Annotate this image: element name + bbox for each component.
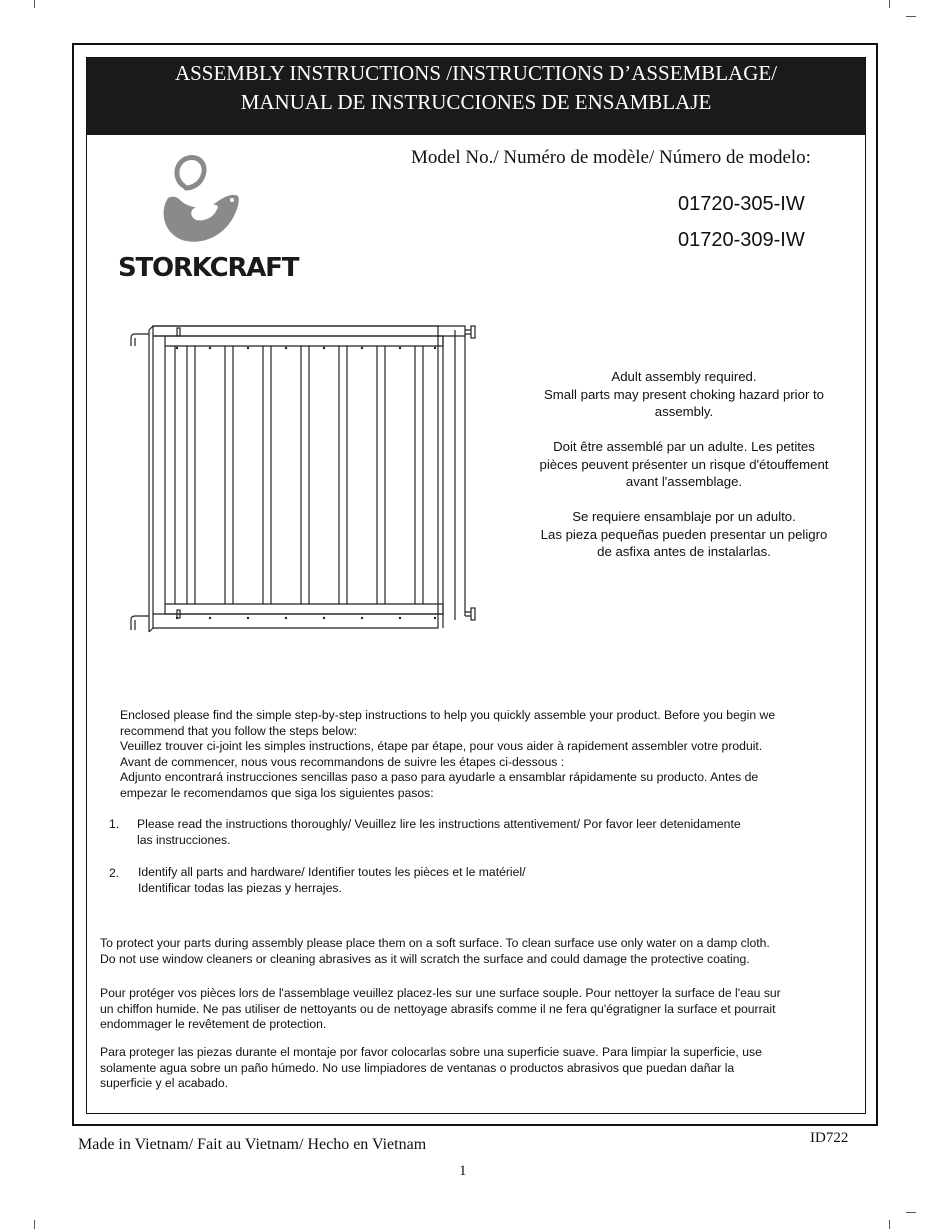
care-line: un chiffon humide. Ne pas utiliser de nettoyants ou de nettoyage abrasifs comme il ne fera qu'égratigner la surface et pourrait [100,1001,776,1016]
warning-spanish [520,508,848,561]
warning-english [520,368,848,421]
care-line: endommager le revêtement de protection. [100,1017,327,1031]
made-in-text: Made in Vietnam/ Fait au Vietnam/ Hecho en Vietnam [78,1136,427,1153]
brand-logo-text: STORKCRAFT [118,253,299,283]
care-line: To protect your parts during assembly please place them on a soft surface. To clean surface use only water on a damp cloth. [100,936,770,950]
care-french [100,986,860,1033]
intro-line: Avant de commencer, nous vous recommandons de suivre les étapes ci-dessous : [120,754,565,769]
intro-line: Veuillez trouver ci-joint les simples instructions, étape par étape, pour vous aider à rapidement assembler votre produit. [120,739,763,753]
care-line: Para proteger las piezas durante el montaje por favor colocarlas sobre una superficie suave. Para limpiar la superficie, use [100,1045,762,1059]
page-number: 1 [459,1163,467,1179]
crop-mark [906,1212,916,1213]
warning-line: pièces peuvent présenter un risque d'étouffement [539,456,829,472]
intro-line: Enclosed please find the simple step-by-step instructions to help you quickly assemble your product. Before you begin we [120,708,776,722]
intro-line: recommend that you follow the steps below: [120,723,358,738]
step-line: Please read the instructions thoroughly/ Veuillez lire les instructions attentivement/ Por favor leer detenidamente [137,817,741,831]
care-line: Pour protéger vos pièces lors de l'assemblage veuillez placez-les sur une surface souple. Pour nettoyer la surface de l'eau sur [100,986,781,1000]
crop-mark [34,0,35,8]
step-number: 2. [109,866,120,880]
step-text [138,865,526,896]
crop-mark [889,0,890,8]
page-header [87,58,865,135]
intro-line: Adjunto encontrará instrucciones sencillas paso a paso para ayudarle a ensamblar rápidamente su producto. Antes de [120,770,759,784]
model-number: 01720-305-IW [678,193,805,215]
warning-line: Doit être assemblé par un adulte. Les petites [553,439,815,454]
care-spanish [100,1045,860,1092]
header-title-line1: ASSEMBLY INSTRUCTIONS /INSTRUCTIONS D’ASSEMBLAGE/ [174,61,778,85]
header-title-line2: MANUAL DE INSTRUCCIONES DE ENSAMBLAJE [240,90,712,114]
intro-text [120,708,840,801]
care-line: solamente agua sobre un paño húmedo. No use limpiadores de ventanas o productos abrasivos que puedan dañar la [100,1060,735,1075]
step-number: 1. [109,817,120,831]
warning-line: Small parts may present choking hazard prior to [544,386,824,402]
crop-mark [906,16,916,17]
step-line: Identificar todas las piezas y herrajes. [138,880,342,895]
warning-line: de asfixa antes de instalarlas. [597,544,771,559]
document-id: ID722 [810,1130,849,1146]
stork-logo-icon [158,152,248,248]
warning-line: assembly. [654,404,714,419]
intro-line: empezar le recomendamos que siga los siguientes pasos: [120,785,434,800]
warning-french [520,438,848,491]
step-line: Identify all parts and hardware/ Identifier toutes les pièces et le matériel/ [138,865,526,879]
step-text [137,817,741,848]
care-line: Do not use window cleaners or cleaning abrasives as it will scratch the surface and could damage the protective coating. [100,951,750,966]
model-number-label: Model No./ Numéro de modèle/ Número de modelo: [411,147,811,168]
warning-line: avant l'assemblage. [625,474,743,489]
warning-line: Se requiere ensamblaje por un adulto. [572,509,796,524]
crop-mark [889,1220,890,1229]
warning-line: Adult assembly required. [611,369,757,384]
care-english [100,936,860,967]
crop-mark [34,1220,35,1229]
warning-line: Las pieza pequeñas pueden presentar un peligro [540,526,828,542]
safety-gate-illustration [125,316,480,641]
care-line: superficie y el acabado. [100,1076,229,1090]
model-number: 01720-309-IW [678,229,805,251]
step-line: las instrucciones. [137,832,231,847]
